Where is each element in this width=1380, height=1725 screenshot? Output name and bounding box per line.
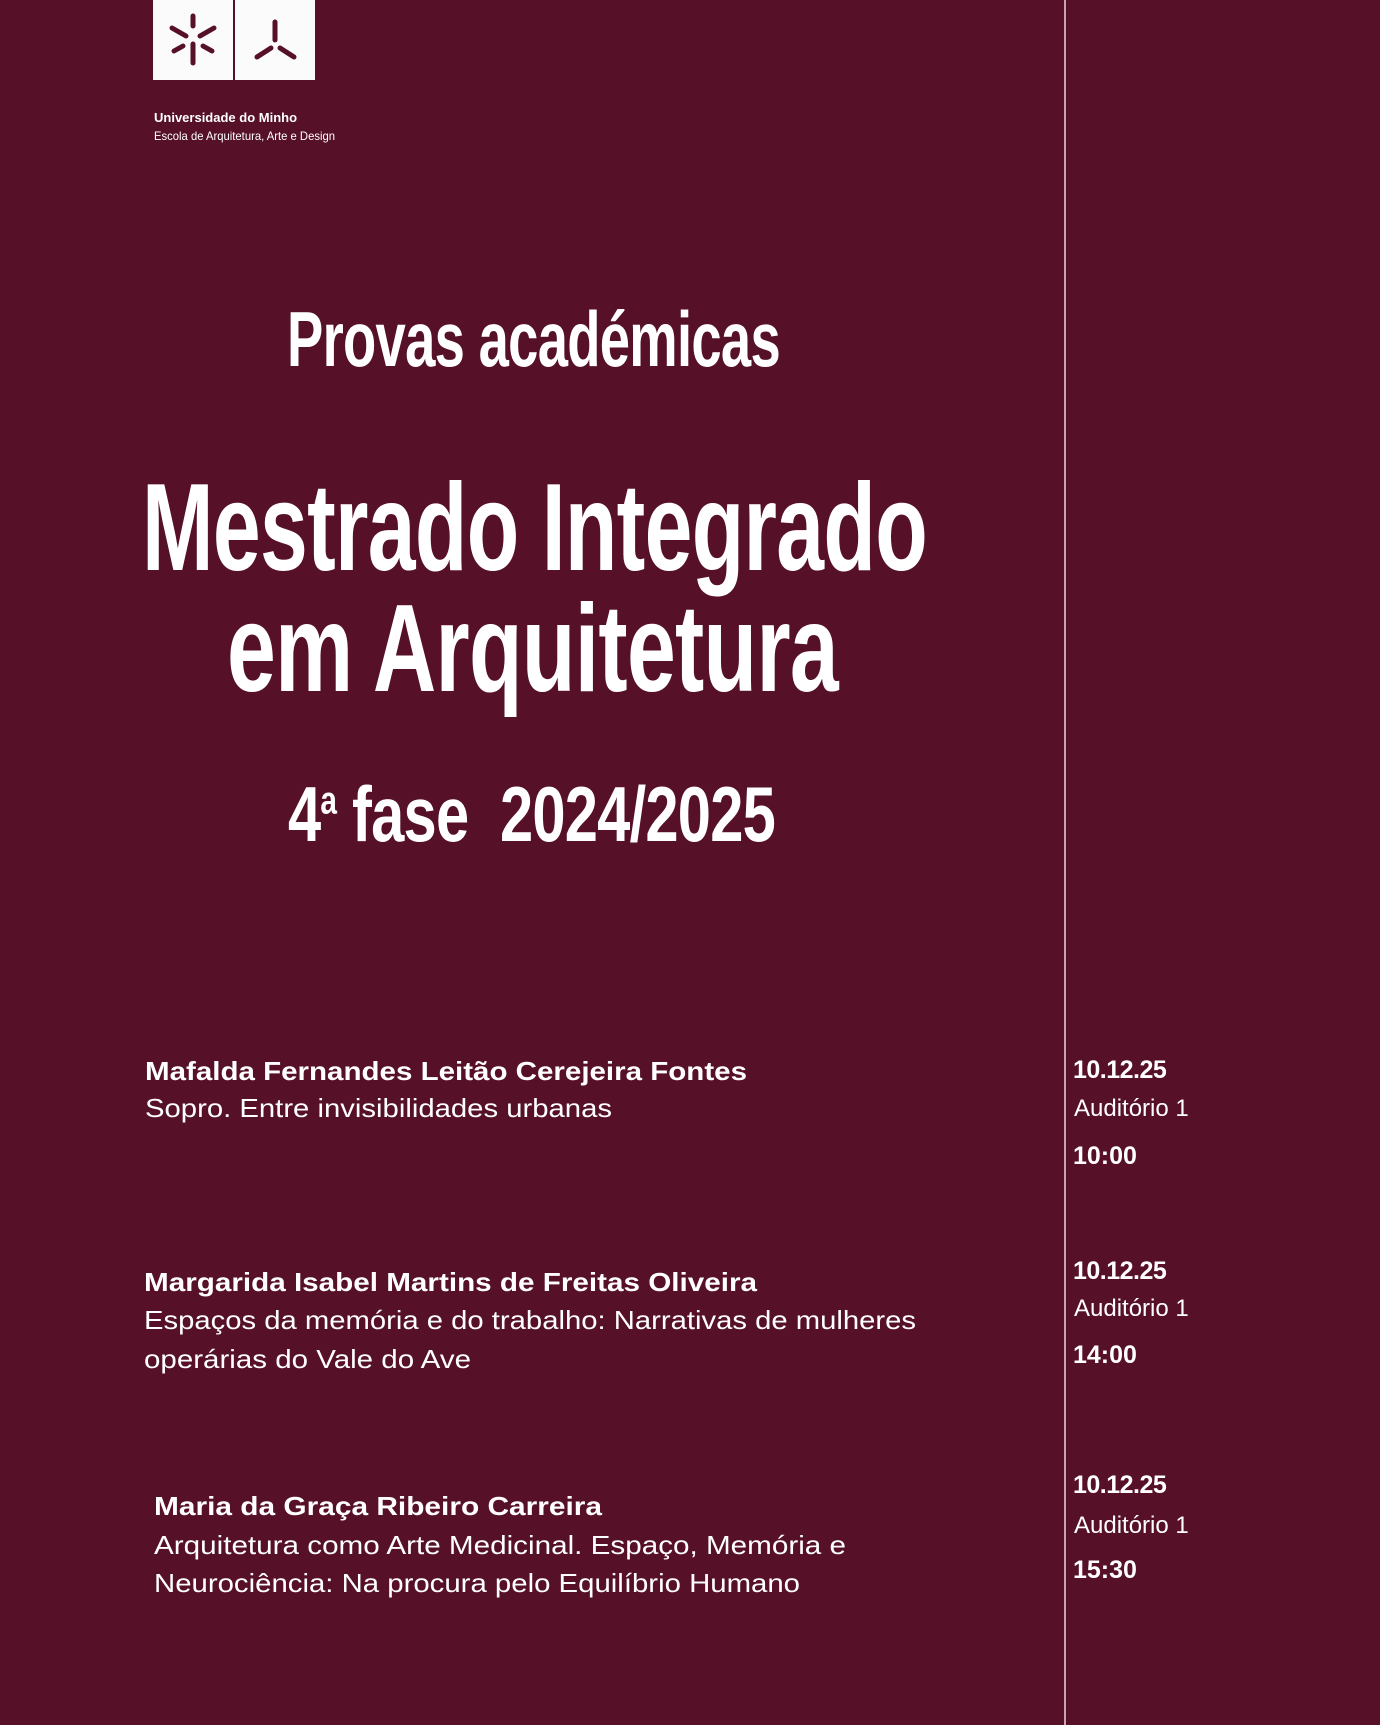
defense-time: 15:30 [1073,1556,1137,1584]
university-logo-mark [153,0,233,80]
school-logo-mark [235,0,315,80]
defense-time: 14:00 [1073,1341,1137,1369]
phase-word: fase [352,770,469,858]
eaad-tripod-icon [235,0,315,80]
thesis-title-wrap [144,1305,917,1335]
university-name: Universidade do Minho [154,110,298,125]
candidate-name: Margarida Isabel Martins de Freitas Oliveira [144,1267,757,1297]
thesis-title-line: Espaços da memória e do trabalho: Narrativas de mulheres [144,1305,917,1335]
defense-time: 10:00 [1073,1142,1137,1170]
defense-venue: Auditório 1 [1074,1095,1189,1122]
phase-ordinal: a [320,779,337,823]
candidate-name: Mafalda Fernandes Leitão Cerejeira Fontes [145,1056,747,1086]
program-title-line2 [227,580,1090,718]
thesis-title-wrap [154,1568,800,1598]
candidate-name-wrap [145,1056,747,1086]
kicker-heading [287,295,994,383]
candidate-name-wrap [144,1267,757,1297]
uminho-asterisk-icon [153,0,233,80]
defense-date: 10.12.25 [1073,1056,1167,1084]
title-line2-text: em Arquitetura [227,580,838,718]
thesis-title-wrap [145,1093,612,1123]
thesis-title-line: operárias do Vale do Ave [144,1344,471,1374]
academic-year: 2024/2025 [499,770,775,858]
column-divider [1064,0,1066,1725]
candidate-name: Maria da Graça Ribeiro Carreira [154,1491,602,1521]
candidate-name-wrap [154,1491,602,1521]
defense-venue: Auditório 1 [1074,1512,1189,1539]
thesis-title-wrap [154,1530,846,1560]
phase-number: 4 [288,770,321,858]
title-line1-text: Mestrado Integrado [142,459,927,597]
thesis-title-line: Arquitetura como Arte Medicinal. Espaço, Memória e [154,1530,846,1560]
school-name-text: Escola de Arquitetura, Arte e Design [154,129,335,143]
thesis-title-line: Neurociência: Na procura pelo Equilíbrio Humano [154,1568,800,1598]
defense-date: 10.12.25 [1073,1471,1167,1499]
thesis-title-wrap [144,1344,471,1374]
phase-text [288,770,775,858]
school-name [154,127,347,145]
program-title-line1 [142,459,1275,597]
defense-venue: Auditório 1 [1074,1295,1189,1322]
defense-date: 10.12.25 [1073,1257,1167,1285]
phase-heading [288,770,925,858]
kicker-text: Provas académicas [287,295,780,383]
thesis-title-line: Sopro. Entre invisibilidades urbanas [145,1093,612,1123]
